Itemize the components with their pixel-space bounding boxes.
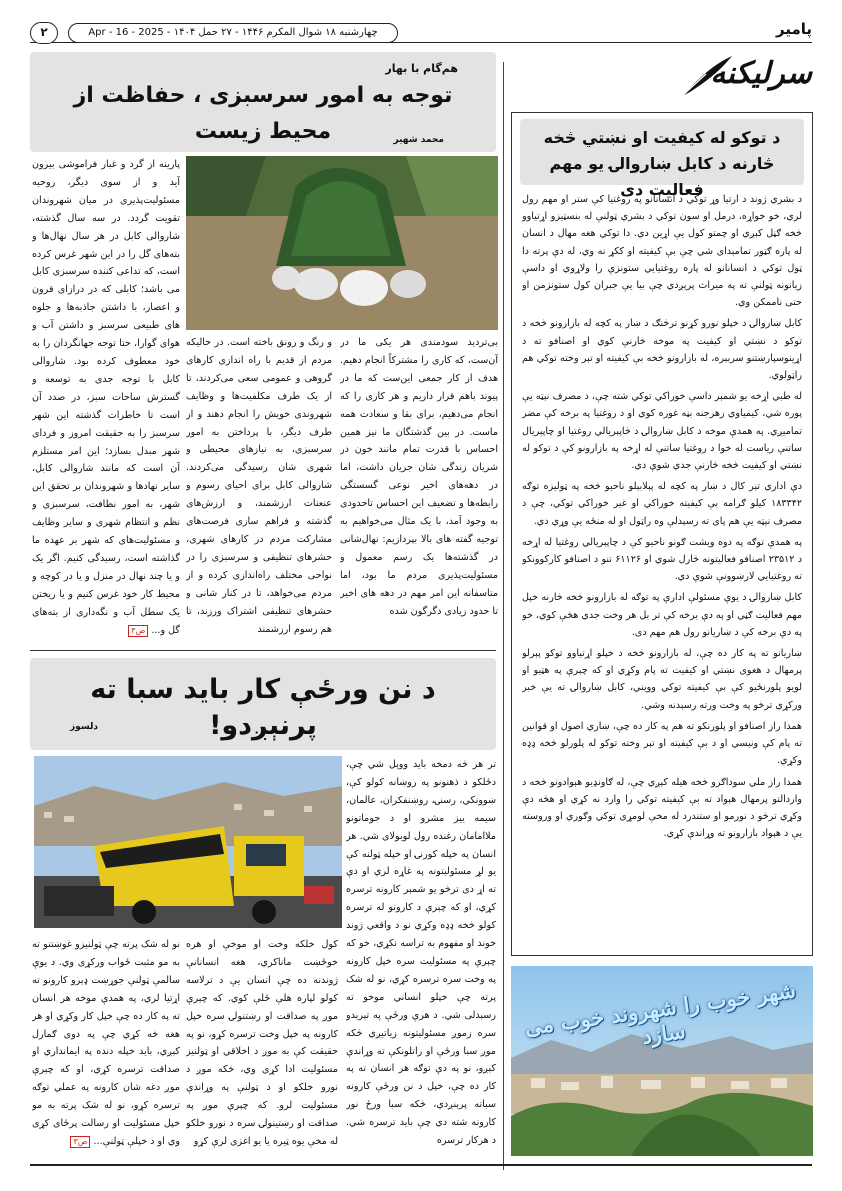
article-separator	[30, 650, 496, 651]
article1-title: توجه به امور سرسبزی ، حفاظت از محیط زیست	[73, 83, 453, 144]
issue-date: چهارشنبه ۱۸ شوال المکرم ۱۴۴۶ - ۲۷ حمل ۱۴۰۴ - Apr - 16 - 2025	[68, 23, 398, 43]
saplings-image	[186, 156, 498, 330]
editorial-paragraph: ښاریانو ته په کار ده چې، له بازارونو څخه د خپلو اړتیاوو توکو پېرلو پرمهال د هغوی نښتي او کیفیت ته پام وکړي او که چېرې په هټیو او لویو پلورنځیو کې بې کیفیته توکي وویني، کابل ښاروالۍ ته یې خبر ورکړي ترڅو په وخت ورته رسېدنه وشي.	[522, 648, 802, 711]
continued-tag: ص۳	[128, 625, 148, 637]
article1-column-middle	[186, 334, 332, 642]
article2-header	[30, 658, 496, 750]
editorial-paragraph: د بشري ژوند د ارتیا وړ توکي د انسانانو په روغتیا کې ستر او مهم رول لري، خو خواړه، درمل او سون توکي د بشري ټولنې له بنسټیزو اړتیاوو څخه ګڼل کېږي او چمتو کول یې اړین دي. دا توکي هغه مهال د انسان له پاره ګټور تمامېدای شي چې بې کیفیته او ککړ نه وي، له دې پرته دا ټول توکي د انسانانو له پاره روغتیایي ستونزې را ولاړوي او داسې زیانونه ټولنې ته په میراث پرېږدي چې بیا یې جبران کول ستونزمن او حتی ناممکن وي.	[522, 194, 802, 309]
editorial-paragraph: همدا راز اصنافو او پلورنکو ته هم په کار ده چې، ښاري اصول او قوانین ته پام کې ونیسي او د بې کیفیته او تېر وخته توکو له پلورلو څخه ډډه وکړي.	[522, 720, 802, 767]
editorial-paragraph: کابل ښاروالۍ د خپلو نورو کړنو ترڅنګ د ښار په کچه له بازارونو څخه د توکو د نښتي او کیفیت په موخه څارنې کوي او اصنافو ته د اړینوسپارښتنو سربېره، له بازارونو څخه بې کیفیته او تېر وخته توکي هم راټولوي.	[522, 318, 802, 382]
editorial-paragraph: له طبي اړخه یو شمېر داسې خوراکي توکي شته چې، د مصرف نېټه یې پوره شي، کیمیاوي زهرجنه بڼه غوره کوي او د روغتیا په برخه کې مضر تمامیږي. په همدې موخه د کابل ښاروالۍ د څاپېریالي روغتیا او چاپېریال ساتنې ریاست له خوا د روغتیا ساتنې له اړخه په بازارونو کې د توکو له نښتي او کیفیت څخه څارنې جدي شوې دي.	[522, 391, 802, 472]
city-banner	[511, 966, 813, 1156]
editorial-paragraph: کابل ښاروالۍ د یوې مسئولې ادارې په توګه له بازارونو څخه څارنه خپل مهم فعالیت ګڼي او په دې برخه کې تر بل هر وخت جدي هڅې کوي، خو په دې برخه کې د ښاریانو رول هم مهم دی.	[522, 592, 802, 638]
editorial-paragraph: دې اداري تېر کال د ښار په کچه له پېلابېلو ناحیو څخه په ټولیزه توګه ۱۸۳۳۴۲ کیلو ګرامه بې کیفیته خوراکي او غیر خوراکي توکي، چې د مصرف نېټه یې هم پای ته رسېدلې وه راټول او له منځه یې وړي دي.	[522, 481, 802, 527]
brand-name: پامیر	[770, 20, 812, 38]
editorial-box	[511, 112, 813, 956]
article1-kicker: هم‌گام با بهار	[385, 62, 458, 75]
saplings-photo	[186, 156, 498, 330]
article1-author: محمد شهیر	[393, 135, 444, 145]
editorial-header	[520, 119, 804, 199]
editorial-paragraph: په همدې توګه په دوه ویشت ګونو ناحیو کې د چاپېریالي روغتیا له اړخه د ۲۳۵۱۲ اصنافو فعالیتونه څارل شوي او ۶۱۱۲۶ تنو د اصنافو کارکوونکو ته روغتیایي لارښوونې شوې دي.	[522, 536, 802, 583]
editorial-paragraph: همدا راز ملي سوداګرو څخه هیله کېږي چې، له ګاونډیو هېوادونو څخه د واردالتو پرمهال هېواد ته بې کیفیته توکي را وارد نه کړي او هڅه دې وکړي ترڅو د نورمو او ستندرد له مخې لومړی توکي وګوري او وروسته یې د هېواد بازارونو ته وړاندې کړي.	[522, 776, 802, 840]
footer-rule	[30, 1164, 812, 1166]
article2-column-right	[346, 756, 496, 1158]
page-number: ۲	[30, 22, 58, 44]
article1-column-right	[340, 334, 498, 642]
continued-tag: ص۳	[70, 1136, 90, 1148]
column-divider	[503, 62, 504, 1170]
asphalt-truck-photo	[34, 756, 342, 928]
logo-text: سرلیکنه	[710, 56, 812, 91]
article2-col-text: کول خلکه وخت او موخې او هره خوځښت ماناکري، هغه انسانانې ژوندنه ده چې انسان یې د ترلاسه کولو لپاره هلې ځلې کوي. که چېرې موږ په صداقت او رښتنولۍ سره خپل کارونه په خپل وخت ترسره کړو، نو په حقیقت کې به موږ د اخلاقي او ټولنیز مسئولیت ادا کړی وي، څکه موږ د نورو خلکو او د ټولنې په وړاندې مسئولیت لرو. که چېرې موږ په صداقت او رښتینولۍ سره د نورو خلکو له مخې یوه ټیره یا یو اغزی لرې کړو	[186, 939, 338, 1147]
article2-col-text: تر هر څه دمخه باید ووېل شي چې، دځلکو د ذهنونو په روښانه کولو کې، ښوونکي، رسنۍ، روښنفکران، عالمان، سیمه ییز مشرو او د جوماتونو ملاامامان رغنده رول لوبولای شي. هر انسان په خپله کورنۍ او خپله ټولنه کې یو لړ مسئولیتونه په غاړه لري او دې ته اړ دی ترڅو یو شمېر کارونه ترسره کړي، او که چېرې د کارونو له ترسره کولو څخه ډډه وکړي نو د واقعي ژوند خوند او مفهوم به تراسه نکړي، خو که چېرې په مسئولیت سره خپل کارونه په وخت سره ترسره کړي، نو له شک پرته چې خپلو انساني موخو ته رسېدلی شي. د هرې ورځې په تېرېدو سره زموږ مسئولیتونه زیاتیږي څکه موږ سبا ورځې او راتلونکې ته وړاندې کېږو، نو په دې توګه هر انسان ته په کار ده چې، خپل د نن ورځې کارونه سباته پرېنږدي، څکه سبا ورځ نور کارونه شته دي چې باید ترسره شي. د هرکار ترسره	[346, 759, 496, 1147]
article2-column-middle	[186, 936, 338, 1158]
banner-slogan: شهر خوب را شهروند خوب می سازد	[523, 977, 798, 1049]
article1-col-text: و رنگ و رونق باخته است. در حالیکه مردم از قدیم با راه اندازی کارهای گروهی و عمومی سعی می‌کردند، تا از یک طرف مکلفیت‌ها و وظایف شهروندی خویش را انجام دهند و از طرف دیگر، با پرداختن به امور سرسبزی، به نیازهای محیطی و شهری شان رسیدگی می‌کردند. شاروالی کابل برای احیای رسوم و عنعنات ارزشمند، و ارزش‌های گذشته و فراهم سازی فرصت‌های مشارکت مردم در کارهای شهری، حشرهای تنظیفی و سرسبزی را در نواحی مختلف راه‌اندازی کرده و از مردم می‌خواهد، تا در کنار شانی و حشرهای تنظیفی اشتراک ورزند، تا هم رسوم ارزشمند	[186, 337, 332, 635]
article1-column-left	[32, 156, 180, 642]
article2-column-left	[32, 936, 180, 1158]
asphalt-truck-image	[34, 756, 342, 928]
article1-col-text: بی‌تردید سودمندی هر یکی ما در آن‌ست، که کاری را مشترکاً انجام دهیم. هدف از کار جمعی این‌ست که ما در پیوند باهم قرار داریم و هر کاری را که انجام می‌دهیم، برای بقا و سعادت همه ماست. در بین گذشتگان ما نیز همین احساس با قدرت تمام مانند خون در شریان زندگی شان جریان داشت، اما در دهه‌های اخیر نوعی گسستگی رابطه‌ها و تضعیف این احساس تاحدودی به وجود آمد، با یک مثال می‌خواهیم به توجیه گفته های بالا بپردازیم: نهال‌شانی در گذشته‌ها یک رسم معمول و مسئولیت‌پذیری مردم ما بود، اما متاسفانه این امر مهم در دهه های اخیر تا حدود زیادی دگرگون شده	[340, 337, 498, 617]
article2-title: د نن ورځې کار باید سبا ته پرنېږدو!	[90, 674, 436, 741]
article1-col-text: پارینه از گرد و غبار فراموشی بیرون آید و از سوی دیگر، روحیه مسئولیت‌پذیری در میان شهروندان تقویت گردد. در سه سال گذشته، شاروالی کابل در هر سال نهال‌ها و بته‌های گل را در این شهر غرس کرده است، که تداعی کننده سرسبزی کابل می باشد؛ کابلی که در درازای قرون و اعصار، با داشتن جاذبه‌ها و جلوه های طبیعی سرسبز و داشتن آب و هوای گوارا، حتا توجه جهانگردان را به خود معطوف کرده بود. شاروالی کابل با توجه جدی به توسعه و گسترش ساحات سبز، در صدد آن است تا خاطرات گذشته این شهر سرسبز را به حقیقت امروز و فردای شهر مبدل بسازد؛ این امر مستلزم آن است که مانند شاروالی کابل، سایر نهادها و شهروندان بر تحقق این شهر، به امور نظافت، سرسبزی و نظم و انتظام شهری و سایر وظایف و مسئولیت‌های که شهر بر عهده ما گذاشته است، رسیدگی کنیم. اگر یک و یا چند نهال در منزل و یا در کوچه و محیط کار خود غرس کنیم و یا ریختن یک سطل آب و نگه‌داری از بته‌های گل و... ص۳	[32, 159, 180, 636]
page-header	[30, 20, 812, 50]
article2-col-text: نو له شک پرته چې ټولنیزو غوښتنو ته به مو مثبت ځواب ورکړی وي. د یوې سالمې ټولنې جوړښت ډېرو کارونو ته اړتیا لري، په همدې موخه هر انسان ته په کار ده چې خپل کار وکړي او هر هغه څه کړي چې په دوی ګمارل کېږي، باید خپله دنده په ایمانداري او صداقت ترسره کړي، او که چېرې موږ دغه شان کارونه په عملي توګه ترسره کړو، نو له شک پرته به مو خپل مسئولیت او رسالت پرځای کړی وي او د خپلې ټولنې... ص۳	[32, 939, 180, 1147]
editorial-logo	[676, 52, 812, 102]
editorial-title: د توکو له کیفیت او نښتي څخه څارنه د کابل ښاروالۍ یو مهم فعالیت دی	[543, 128, 781, 199]
editorial-body	[522, 191, 802, 951]
article2-author: دلسوز	[70, 722, 98, 732]
